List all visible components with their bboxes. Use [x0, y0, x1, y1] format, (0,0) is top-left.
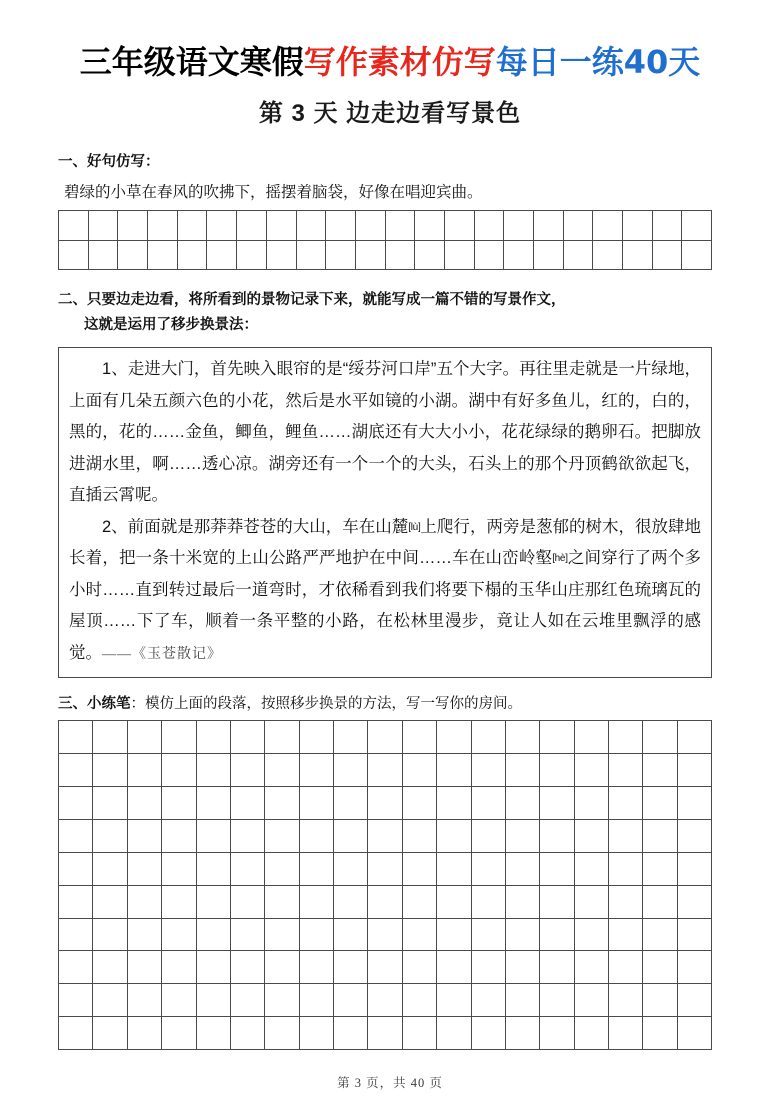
section-2-heading-line1: 二、只要边走边看，将所看到的景物记录下来，就能写成一篇不错的写景作文， [58, 292, 566, 309]
writing-grid-cell[interactable] [237, 211, 267, 241]
writing-grid-cell[interactable] [540, 853, 574, 886]
writing-grid-cell[interactable] [162, 1017, 196, 1050]
writing-grid-cell[interactable] [445, 241, 475, 271]
writing-grid-cell[interactable] [148, 211, 178, 241]
writing-grid-cell[interactable] [197, 919, 231, 952]
writing-grid-cell[interactable] [575, 951, 609, 984]
writing-grid-cell[interactable] [445, 211, 475, 241]
writing-grid-cell[interactable] [575, 886, 609, 919]
passage-citation: ——《玉苍散记》 [102, 646, 222, 662]
writing-grid-cell[interactable] [386, 241, 416, 271]
writing-grid-cell[interactable] [368, 853, 402, 886]
writing-grid-cell[interactable] [59, 721, 93, 754]
writing-grid-cell[interactable] [437, 721, 471, 754]
writing-grid-cell[interactable] [506, 787, 540, 820]
writing-grid-cell[interactable] [128, 853, 162, 886]
writing-grid-cell[interactable] [593, 241, 623, 271]
writing-grid-cell[interactable] [540, 984, 574, 1017]
writing-grid-cell[interactable] [162, 984, 196, 1017]
writing-grid-cell[interactable] [162, 820, 196, 853]
writing-grid-cell[interactable] [162, 754, 196, 787]
writing-grid-row [59, 853, 712, 886]
writing-grid-cell[interactable] [643, 1017, 677, 1050]
writing-grid-cell[interactable] [197, 820, 231, 853]
writing-grid-cell[interactable] [128, 721, 162, 754]
writing-grid-cell[interactable] [472, 787, 506, 820]
writing-grid-cell[interactable] [472, 853, 506, 886]
writing-grid-cell[interactable] [93, 721, 127, 754]
page-title [58, 0, 722, 84]
writing-grid-cell[interactable] [93, 754, 127, 787]
writing-grid-cell[interactable] [326, 241, 356, 271]
writing-grid-cell[interactable] [297, 241, 327, 271]
pinyin-annotation-he: [hè] [552, 553, 568, 565]
writing-grid-cell[interactable] [59, 211, 89, 241]
writing-grid-cell[interactable] [300, 721, 334, 754]
writing-grid-cell[interactable] [643, 721, 677, 754]
writing-grid-cell[interactable] [231, 820, 265, 853]
writing-grid-cell[interactable] [575, 1017, 609, 1050]
writing-grid-cell[interactable] [403, 853, 437, 886]
writing-grid-cell[interactable] [265, 919, 299, 952]
writing-grid-cell[interactable] [564, 241, 594, 271]
writing-grid-cell[interactable] [59, 1017, 93, 1050]
writing-grid-section-1[interactable] [58, 210, 712, 270]
writing-grid-cell[interactable] [472, 951, 506, 984]
writing-grid-cell[interactable] [609, 820, 643, 853]
writing-grid-cell[interactable] [472, 984, 506, 1017]
passage-p2-part-b: 上爬行，两旁是葱郁的树木，很放肆地长着，把一条十米宽的上山公路严严地护在中间……车在山峦岭壑 [69, 517, 702, 568]
writing-grid-cell[interactable] [300, 820, 334, 853]
writing-grid-cell[interactable] [643, 984, 677, 1017]
writing-grid-cell[interactable] [162, 721, 196, 754]
writing-grid-cell[interactable] [403, 919, 437, 952]
writing-grid-cell[interactable] [334, 820, 368, 853]
writing-grid-cell[interactable] [59, 241, 89, 271]
writing-grid-cell[interactable] [334, 886, 368, 919]
writing-grid-cell[interactable] [575, 721, 609, 754]
writing-grid-cell[interactable] [267, 211, 297, 241]
writing-grid-cell[interactable] [59, 984, 93, 1017]
writing-grid-cell[interactable] [504, 211, 534, 241]
writing-grid-cell[interactable] [197, 886, 231, 919]
writing-grid-cell[interactable] [403, 1017, 437, 1050]
writing-grid-cell[interactable] [575, 820, 609, 853]
section-2-heading [58, 288, 722, 338]
writing-grid-cell[interactable] [197, 951, 231, 984]
writing-grid-cell[interactable] [386, 211, 416, 241]
writing-grid-cell[interactable] [368, 754, 402, 787]
writing-grid-cell[interactable] [403, 787, 437, 820]
writing-grid-cell[interactable] [197, 787, 231, 820]
example-passage-box [58, 347, 712, 678]
writing-grid-row [59, 820, 712, 853]
writing-grid-cell[interactable] [368, 951, 402, 984]
writing-grid-cell[interactable] [93, 951, 127, 984]
section-1-sample-sentence: 碧绿的小草在春风的吹拂下，摇摆着脑袋，好像在唱迎宾曲。 [64, 184, 483, 201]
writing-grid-cell[interactable] [575, 787, 609, 820]
writing-grid-cell[interactable] [368, 886, 402, 919]
writing-grid-cell[interactable] [678, 853, 712, 886]
writing-grid-cell[interactable] [265, 886, 299, 919]
writing-grid-cell[interactable] [128, 951, 162, 984]
writing-grid-cell[interactable] [403, 984, 437, 1017]
page-footer: 第 3 页，共 40 页 [337, 1076, 443, 1090]
writing-grid-cell[interactable] [472, 754, 506, 787]
writing-grid-cell[interactable] [437, 853, 471, 886]
writing-grid-cell[interactable] [128, 820, 162, 853]
writing-grid-cell[interactable] [643, 951, 677, 984]
writing-grid-cell[interactable] [93, 820, 127, 853]
writing-grid-cell[interactable] [265, 820, 299, 853]
writing-grid-cell[interactable] [609, 1017, 643, 1050]
writing-grid-cell[interactable] [89, 241, 119, 271]
writing-grid-cell[interactable] [403, 754, 437, 787]
writing-grid-cell[interactable] [678, 820, 712, 853]
writing-grid-cell[interactable] [297, 211, 327, 241]
pinyin-annotation-lu: [lù] [408, 521, 421, 533]
writing-grid-cell[interactable] [265, 1017, 299, 1050]
writing-grid-cell[interactable] [128, 919, 162, 952]
title-segment-blue: 每日一练40天 [495, 43, 701, 81]
writing-grid-cell[interactable] [162, 919, 196, 952]
writing-grid-cell[interactable] [128, 984, 162, 1017]
writing-grid-cell[interactable] [300, 919, 334, 952]
writing-grid-cell[interactable] [334, 787, 368, 820]
writing-grid-cell[interactable] [506, 754, 540, 787]
writing-grid-cell[interactable] [609, 853, 643, 886]
writing-grid-cell[interactable] [231, 787, 265, 820]
writing-grid-cell[interactable] [231, 886, 265, 919]
writing-grid-cell[interactable] [237, 241, 267, 271]
writing-grid-cell[interactable] [593, 211, 623, 241]
writing-grid-cell[interactable] [437, 984, 471, 1017]
writing-grid-cell[interactable] [475, 211, 505, 241]
writing-grid-cell[interactable] [207, 211, 237, 241]
writing-grid-cell[interactable] [368, 721, 402, 754]
writing-grid-cell[interactable] [609, 886, 643, 919]
writing-grid-cell[interactable] [472, 1017, 506, 1050]
writing-grid-cell[interactable] [162, 853, 196, 886]
writing-grid-cell[interactable] [678, 919, 712, 952]
writing-grid-cell[interactable] [89, 211, 119, 241]
writing-grid-cell[interactable] [540, 787, 574, 820]
writing-grid-cell[interactable] [356, 211, 386, 241]
writing-grid-cell[interactable] [403, 951, 437, 984]
writing-grid-cell[interactable] [643, 853, 677, 886]
writing-grid-row [59, 241, 712, 271]
passage-paragraph-1: 1、走进大门，首先映入眼帘的是“绥芬河口岸”五个大字。再往里走就是一片绿地，上面有几朵五颜六色的小花，然后是水平如镜的小湖。湖中有好多鱼儿，红的，白的，黑的，花的……金鱼，鲫鱼，鲤鱼……湖底还有大大小小，花花绿绿的鹅卵石。把脚放进湖水里，啊……透心凉。湖旁还有一个一个的大头，石头上的那个丹顶鹤欲欲起飞，直插云霄呢。 [69, 360, 701, 505]
writing-grid-cell[interactable] [368, 820, 402, 853]
writing-grid-cell[interactable] [334, 919, 368, 952]
section-3-heading-rest: ：模仿上面的段落，按照移步换景的方法，写一写你的房间。 [130, 696, 522, 713]
writing-grid-cell[interactable] [678, 787, 712, 820]
passage-p2-part-c: 之间穿行了两个多小时……直到转过最后一道弯时，才依稀看到我们将要下榻的玉华山庄那红色琉璃瓦的屋顶……下了车，顺着一条平整的小路，在松林里漫步，竟让人如在云堆里飘浮的感觉。 [69, 549, 702, 662]
writing-grid-cell[interactable] [540, 951, 574, 984]
writing-grid-cell[interactable] [334, 721, 368, 754]
writing-grid-section-3[interactable] [58, 720, 712, 1050]
writing-grid-cell[interactable] [267, 241, 297, 271]
section-1-heading: 一、好句仿写： [58, 154, 160, 170]
writing-grid-cell[interactable] [653, 241, 683, 271]
day-subtitle: 第 3 天 边走边看写景色 [258, 100, 522, 127]
writing-grid-cell[interactable] [643, 886, 677, 919]
writing-grid-cell[interactable] [334, 1017, 368, 1050]
writing-grid-cell[interactable] [540, 754, 574, 787]
writing-grid-cell[interactable] [368, 919, 402, 952]
writing-grid-cell[interactable] [678, 951, 712, 984]
writing-grid-cell[interactable] [472, 721, 506, 754]
writing-grid-cell[interactable] [437, 820, 471, 853]
writing-grid-cell[interactable] [472, 820, 506, 853]
writing-grid-cell[interactable] [643, 754, 677, 787]
writing-grid-cell[interactable] [231, 951, 265, 984]
writing-grid-cell[interactable] [643, 787, 677, 820]
writing-grid-cell[interactable] [472, 886, 506, 919]
writing-grid-cell[interactable] [623, 211, 653, 241]
section-2-heading-line2: 这就是运用了移步换景法： [84, 317, 258, 334]
writing-grid-cell[interactable] [534, 241, 564, 271]
title-segment-black: 三年级语文寒假 [79, 43, 304, 81]
writing-grid-cell[interactable] [682, 241, 712, 271]
writing-grid-cell[interactable] [265, 951, 299, 984]
writing-grid-cell[interactable] [575, 754, 609, 787]
writing-grid-cell[interactable] [59, 919, 93, 952]
writing-grid-cell[interactable] [609, 754, 643, 787]
writing-grid-cell[interactable] [59, 787, 93, 820]
writing-grid-cell[interactable] [682, 211, 712, 241]
writing-grid-cell[interactable] [415, 211, 445, 241]
writing-grid-cell[interactable] [59, 886, 93, 919]
writing-grid-cell[interactable] [59, 820, 93, 853]
writing-grid-cell[interactable] [437, 787, 471, 820]
writing-grid-cell[interactable] [437, 754, 471, 787]
writing-grid-cell[interactable] [437, 919, 471, 952]
writing-grid-cell[interactable] [231, 853, 265, 886]
writing-grid-cell[interactable] [506, 721, 540, 754]
writing-grid-row [59, 951, 712, 984]
writing-grid-cell[interactable] [506, 984, 540, 1017]
writing-grid-cell[interactable] [231, 984, 265, 1017]
writing-grid-cell[interactable] [93, 984, 127, 1017]
writing-grid-cell[interactable] [575, 919, 609, 952]
writing-grid-cell[interactable] [118, 241, 148, 271]
writing-grid-cell[interactable] [197, 721, 231, 754]
writing-grid-row [59, 886, 712, 919]
writing-grid-cell[interactable] [178, 211, 208, 241]
writing-grid-cell[interactable] [118, 211, 148, 241]
writing-grid-cell[interactable] [148, 241, 178, 271]
writing-grid-cell[interactable] [504, 241, 534, 271]
writing-grid-cell[interactable] [207, 241, 237, 271]
writing-grid-row [59, 919, 712, 952]
writing-grid-cell[interactable] [300, 787, 334, 820]
writing-grid-cell[interactable] [475, 241, 505, 271]
writing-grid-cell[interactable] [506, 820, 540, 853]
writing-grid-cell[interactable] [623, 241, 653, 271]
writing-grid-cell[interactable] [197, 1017, 231, 1050]
writing-grid-cell[interactable] [300, 853, 334, 886]
writing-grid-cell[interactable] [540, 820, 574, 853]
writing-grid-cell[interactable] [162, 787, 196, 820]
writing-grid-cell[interactable] [128, 886, 162, 919]
writing-grid-cell[interactable] [368, 1017, 402, 1050]
writing-grid-cell[interactable] [368, 787, 402, 820]
writing-grid-cell[interactable] [540, 919, 574, 952]
passage-p2-part-a: 2、前面就是那莽莽苍苍的大山，车在山麓 [102, 517, 409, 536]
writing-grid-cell[interactable] [93, 853, 127, 886]
writing-grid-cell[interactable] [653, 211, 683, 241]
writing-grid-cell[interactable] [300, 984, 334, 1017]
writing-grid-row [59, 721, 712, 754]
writing-grid-cell[interactable] [59, 951, 93, 984]
writing-grid-cell[interactable] [415, 241, 445, 271]
writing-grid-cell[interactable] [326, 211, 356, 241]
writing-grid-cell[interactable] [265, 853, 299, 886]
writing-grid-cell[interactable] [643, 919, 677, 952]
writing-grid-cell[interactable] [609, 984, 643, 1017]
writing-grid-cell[interactable] [197, 754, 231, 787]
writing-grid-row [59, 211, 712, 241]
writing-grid-cell[interactable] [300, 951, 334, 984]
passage-paragraph-2 [69, 512, 701, 671]
writing-grid-cell[interactable] [575, 853, 609, 886]
writing-grid-cell[interactable] [93, 1017, 127, 1050]
section-3-heading-bold: 三、小练笔 [58, 696, 131, 713]
writing-grid-cell[interactable] [678, 721, 712, 754]
writing-grid-cell[interactable] [265, 984, 299, 1017]
writing-grid-cell[interactable] [356, 241, 386, 271]
writing-grid-cell[interactable] [93, 787, 127, 820]
writing-grid-cell[interactable] [300, 1017, 334, 1050]
writing-grid-cell[interactable] [128, 1017, 162, 1050]
writing-grid-cell[interactable] [265, 787, 299, 820]
writing-grid-cell[interactable] [403, 886, 437, 919]
writing-grid-cell[interactable] [162, 886, 196, 919]
writing-grid-cell[interactable] [197, 853, 231, 886]
writing-grid-cell[interactable] [472, 919, 506, 952]
writing-grid-cell[interactable] [506, 1017, 540, 1050]
writing-grid-row [59, 754, 712, 787]
writing-grid-cell[interactable] [265, 721, 299, 754]
writing-grid-cell[interactable] [540, 886, 574, 919]
writing-grid-cell[interactable] [534, 211, 564, 241]
writing-grid-cell[interactable] [437, 951, 471, 984]
writing-grid-cell[interactable] [300, 754, 334, 787]
writing-grid-cell[interactable] [231, 1017, 265, 1050]
writing-grid-cell[interactable] [437, 886, 471, 919]
writing-grid-row [59, 984, 712, 1017]
title-segment-red: 写作素材仿写 [303, 43, 496, 81]
writing-grid-cell[interactable] [334, 984, 368, 1017]
section-3-heading [58, 692, 722, 716]
writing-grid-cell[interactable] [678, 984, 712, 1017]
writing-grid-cell[interactable] [564, 211, 594, 241]
writing-grid-row [59, 787, 712, 820]
writing-grid-cell[interactable] [540, 1017, 574, 1050]
writing-grid-cell[interactable] [231, 754, 265, 787]
writing-grid-row [59, 1017, 712, 1050]
writing-grid-cell[interactable] [678, 886, 712, 919]
writing-grid-cell[interactable] [368, 984, 402, 1017]
writing-grid-cell[interactable] [334, 951, 368, 984]
writing-grid-cell[interactable] [231, 721, 265, 754]
writing-grid-cell[interactable] [231, 919, 265, 952]
writing-grid-cell[interactable] [93, 886, 127, 919]
writing-grid-cell[interactable] [678, 754, 712, 787]
writing-grid-cell[interactable] [403, 721, 437, 754]
writing-grid-cell[interactable] [334, 754, 368, 787]
writing-grid-cell[interactable] [128, 787, 162, 820]
writing-grid-cell[interactable] [403, 820, 437, 853]
writing-grid-cell[interactable] [265, 754, 299, 787]
writing-grid-cell[interactable] [575, 984, 609, 1017]
writing-grid-cell[interactable] [609, 919, 643, 952]
writing-grid-cell[interactable] [609, 951, 643, 984]
writing-grid-cell[interactable] [197, 984, 231, 1017]
writing-grid-cell[interactable] [93, 919, 127, 952]
writing-grid-cell[interactable] [506, 853, 540, 886]
writing-grid-cell[interactable] [506, 951, 540, 984]
writing-grid-cell[interactable] [437, 1017, 471, 1050]
writing-grid-cell[interactable] [59, 853, 93, 886]
writing-grid-cell[interactable] [609, 721, 643, 754]
writing-grid-cell[interactable] [178, 241, 208, 271]
writing-grid-cell[interactable] [334, 853, 368, 886]
writing-grid-cell[interactable] [162, 951, 196, 984]
writing-grid-cell[interactable] [678, 1017, 712, 1050]
writing-grid-cell[interactable] [643, 820, 677, 853]
writing-grid-cell[interactable] [506, 919, 540, 952]
writing-grid-cell[interactable] [59, 754, 93, 787]
writing-grid-cell[interactable] [300, 886, 334, 919]
writing-grid-cell[interactable] [540, 721, 574, 754]
writing-grid-cell[interactable] [609, 787, 643, 820]
writing-grid-cell[interactable] [506, 886, 540, 919]
writing-grid-cell[interactable] [128, 754, 162, 787]
